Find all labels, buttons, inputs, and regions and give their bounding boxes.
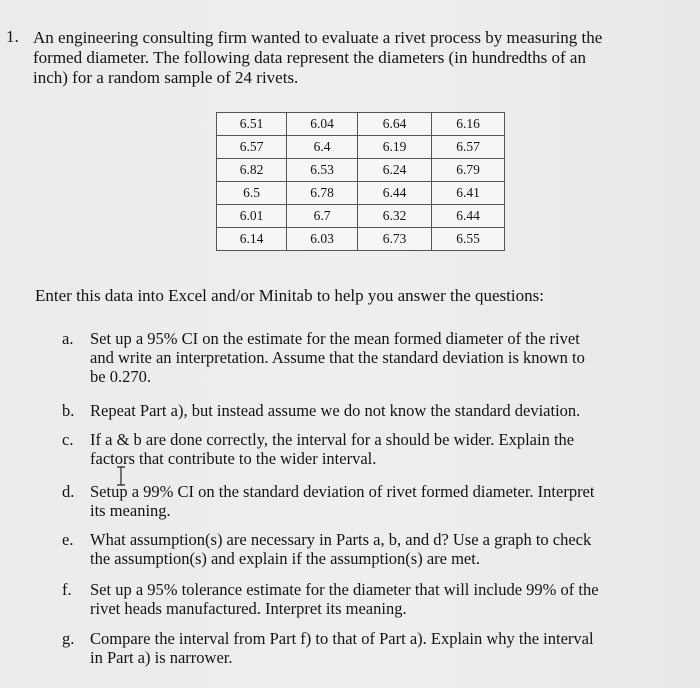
table-row	[217, 205, 505, 228]
instruction-text: Enter this data into Excel and/or Minitab to help you answer the questions:	[35, 286, 544, 305]
question-line: be 0.270.	[90, 367, 151, 386]
question-letter: e.	[62, 530, 74, 549]
table-cell: 6.7	[287, 205, 358, 228]
question-text	[90, 430, 660, 468]
table-cell: 6.64	[358, 113, 432, 136]
problem-intro	[33, 28, 673, 88]
table-cell: 6.04	[287, 113, 358, 136]
table-cell: 6.32	[358, 205, 432, 228]
table-cell: 6.82	[217, 159, 287, 182]
question-text	[90, 401, 660, 420]
question-line: Repeat Part a), but instead assume we do not know the standard deviation.	[90, 401, 581, 420]
question-text	[90, 482, 660, 520]
table-cell: 6.01	[217, 205, 287, 228]
table-cell: 6.5	[217, 182, 287, 205]
question-text	[90, 580, 660, 618]
table-cell: 6.53	[287, 159, 358, 182]
table-cell: 6.19	[358, 136, 432, 159]
table-cell: 6.51	[217, 113, 287, 136]
table-row	[217, 182, 505, 205]
question-line: in Part a) is narrower.	[90, 648, 233, 667]
table-cell: 6.03	[287, 228, 358, 251]
table-row	[217, 159, 505, 182]
question-line: What assumption(s) are necessary in Parts a, b, and d? Use a graph to check	[90, 530, 592, 549]
intro-line: An engineering consulting firm wanted to evaluate a rivet process by measuring the	[33, 28, 603, 47]
table-cell: 6.44	[432, 205, 505, 228]
question-letter: a.	[62, 329, 74, 348]
table-cell: 6.16	[432, 113, 505, 136]
question-line: its meaning.	[90, 501, 171, 520]
question-line: the assumption(s) and explain if the assumption(s) are met.	[90, 549, 480, 568]
problem-number: 1.	[6, 27, 19, 46]
table-row	[217, 136, 505, 159]
question-text	[90, 629, 660, 667]
table-cell: 6.41	[432, 182, 505, 205]
question-letter: d.	[62, 482, 75, 501]
table-cell: 6.57	[217, 136, 287, 159]
table-cell: 6.79	[432, 159, 505, 182]
table-cell: 6.24	[358, 159, 432, 182]
table-cell: 6.57	[432, 136, 505, 159]
question-line: If a & b are done correctly, the interval for a should be wider. Explain the	[90, 430, 575, 449]
question-line: rivet heads manufactured. Interpret its meaning.	[90, 599, 407, 618]
table-cell: 6.73	[358, 228, 432, 251]
question-letter: g.	[62, 629, 75, 648]
text-cursor-icon	[116, 466, 126, 486]
table-cell: 6.4	[287, 136, 358, 159]
question-letter: f.	[62, 580, 72, 599]
table-cell: 6.44	[358, 182, 432, 205]
rivet-diameter-table	[216, 112, 505, 251]
question-text	[90, 329, 660, 386]
question-line: Set up a 95% tolerance estimate for the diameter that will include 99% of the	[90, 580, 599, 599]
question-line: factors that contribute to the wider interval.	[90, 449, 377, 468]
question-letter: c.	[62, 430, 74, 449]
question-letter: b.	[62, 401, 75, 420]
table-row	[217, 228, 505, 251]
question-text	[90, 530, 660, 568]
table-cell: 6.14	[217, 228, 287, 251]
table-row	[217, 113, 505, 136]
intro-line: inch) for a random sample of 24 rivets.	[33, 68, 299, 87]
question-line: Setup a 99% CI on the standard deviation of rivet formed diameter. Interpret	[90, 482, 595, 501]
table-cell: 6.78	[287, 182, 358, 205]
question-line: and write an interpretation. Assume that the standard deviation is known to	[90, 348, 585, 367]
question-line: Compare the interval from Part f) to that of Part a). Explain why the interval	[90, 629, 594, 648]
intro-line: formed diameter. The following data represent the diameters (in hundredths of an	[33, 48, 586, 67]
table-cell: 6.55	[432, 228, 505, 251]
question-line: Set up a 95% CI on the estimate for the mean formed diameter of the rivet	[90, 329, 580, 348]
